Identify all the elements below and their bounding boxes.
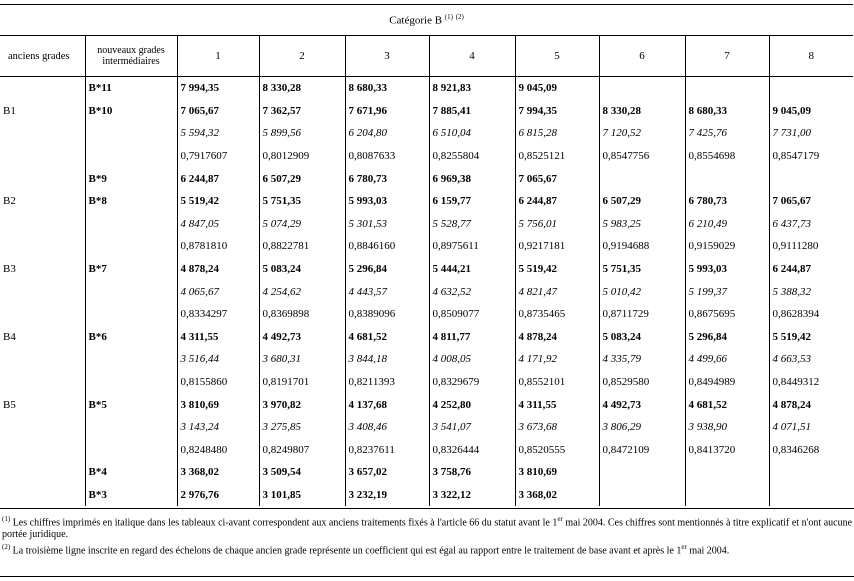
- old-grade-cell: [0, 484, 85, 507]
- step-4-value: 4 632,52: [429, 280, 515, 303]
- step-6-value: 4 492,73: [599, 393, 685, 416]
- step-7-value: 7 425,76: [685, 122, 769, 145]
- step-5-value: 4 311,55: [515, 393, 599, 416]
- step-7-value: 5 199,37: [685, 280, 769, 303]
- step-7-value: 6 780,73: [685, 190, 769, 213]
- step-6-value: 5 083,24: [599, 326, 685, 349]
- step-7-value: [685, 461, 769, 484]
- step-5-value: 3 673,68: [515, 416, 599, 439]
- step-8-value: [769, 461, 853, 484]
- table-row: [0, 303, 853, 326]
- step-2-value: 0,8012909: [259, 145, 345, 168]
- step-6-value: 3 806,29: [599, 416, 685, 439]
- new-grade-cell: [85, 416, 177, 439]
- table-row: [0, 326, 853, 349]
- new-grade-cell: [85, 439, 177, 462]
- step-1-value: 3 810,69: [177, 393, 259, 416]
- header-new-grades-line1: nouveaux grades: [97, 45, 165, 56]
- step-8-value: 7 731,00: [769, 122, 853, 145]
- old-grade-cell: [0, 235, 85, 258]
- footnote-2-text: La troisième ligne inscrite en regard des échelons de chaque ancien grade représente un coefficient qui est égal au rapport entre le traitement de base avant et après le 1: [12, 545, 682, 557]
- old-grade-cell: [0, 303, 85, 326]
- step-2-value: 0,8369898: [259, 303, 345, 326]
- step-5-value: 3 368,02: [515, 484, 599, 507]
- footnote-1-text-end: mai 2004. Ces chiffres sont mentionnés à titre explicatif et n'ont aucune portée juridique.: [2, 517, 853, 540]
- step-6-value: 5 751,35: [599, 258, 685, 281]
- step-8-value: 0,8346268: [769, 439, 853, 462]
- step-2-value: 3 509,54: [259, 461, 345, 484]
- table-row: [0, 235, 853, 258]
- table-row: [0, 145, 853, 168]
- step-6-value: 0,9194688: [599, 235, 685, 258]
- table-row: [0, 461, 853, 484]
- new-grade-cell: [85, 122, 177, 145]
- step-2-value: 3 275,85: [259, 416, 345, 439]
- step-1-value: 5 519,42: [177, 190, 259, 213]
- step-8-value: 6 437,73: [769, 213, 853, 236]
- step-8-value: 6 244,87: [769, 258, 853, 281]
- header-step-4: 4: [429, 36, 515, 77]
- step-3-value: 5 296,84: [345, 258, 429, 281]
- step-3-value: 6 204,80: [345, 122, 429, 145]
- step-2-value: 4 254,62: [259, 280, 345, 303]
- header-new-grades-line2: intermédiaires: [102, 56, 160, 67]
- old-grade-cell: [0, 371, 85, 394]
- table-row: [0, 393, 853, 416]
- step-6-value: [599, 77, 685, 100]
- old-grade-cell: [0, 167, 85, 190]
- table-row: [0, 484, 853, 507]
- old-grade-cell: B4: [3, 330, 16, 343]
- step-5-value: 4 878,24: [515, 326, 599, 349]
- step-4-value: 0,8329679: [429, 371, 515, 394]
- step-6-value: 5 010,42: [599, 280, 685, 303]
- step-7-value: 6 210,49: [685, 213, 769, 236]
- new-grade-cell: B*6: [85, 326, 177, 349]
- table-row: [0, 280, 853, 303]
- table-row: [0, 258, 853, 281]
- salary-table: [0, 4, 853, 506]
- step-4-value: 0,8326444: [429, 439, 515, 462]
- step-5-value: 0,8735465: [515, 303, 599, 326]
- new-grade-cell: B*11: [85, 77, 177, 100]
- step-2-value: 0,8191701: [259, 371, 345, 394]
- step-2-value: 5 074,29: [259, 213, 345, 236]
- step-7-value: [685, 77, 769, 100]
- step-4-value: 3 322,12: [429, 484, 515, 507]
- step-5-value: 0,8525121: [515, 145, 599, 168]
- table-row: [0, 348, 853, 371]
- step-3-value: 6 780,73: [345, 167, 429, 190]
- step-8-value: 4 878,24: [769, 393, 853, 416]
- step-8-value: 9 045,09: [769, 100, 853, 123]
- step-8-value: 4 663,53: [769, 348, 853, 371]
- step-3-value: 8 680,33: [345, 77, 429, 100]
- table-row: [0, 122, 853, 145]
- step-2-value: 5 899,56: [259, 122, 345, 145]
- old-grade-cell: [0, 122, 85, 145]
- step-4-value: 0,8975611: [429, 235, 515, 258]
- step-3-value: 0,8389096: [345, 303, 429, 326]
- step-1-value: 7 994,35: [177, 77, 259, 100]
- caption-note-2: (2): [455, 13, 464, 22]
- table-row: [0, 77, 853, 100]
- step-4-value: 6 159,77: [429, 190, 515, 213]
- step-7-value: [685, 167, 769, 190]
- step-1-value: 3 143,24: [177, 416, 259, 439]
- step-1-value: 4 847,05: [177, 213, 259, 236]
- step-6-value: [599, 461, 685, 484]
- step-5-value: 0,8520555: [515, 439, 599, 462]
- step-7-value: 0,8413720: [685, 439, 769, 462]
- footnote-2-mark: (2): [2, 543, 11, 552]
- step-2-value: 5 751,35: [259, 190, 345, 213]
- step-5-value: 0,9217181: [515, 235, 599, 258]
- header-step-5: 5: [515, 36, 599, 77]
- new-grade-cell: B*7: [85, 258, 177, 281]
- old-grade-cell: B1: [3, 104, 16, 117]
- new-grade-cell: B*8: [85, 190, 177, 213]
- step-4-value: 6 510,04: [429, 122, 515, 145]
- header-step-3: 3: [345, 36, 429, 77]
- step-5-value: 5 519,42: [515, 258, 599, 281]
- step-2-value: 0,8822781: [259, 235, 345, 258]
- page-bottom-rule: [0, 576, 854, 577]
- step-8-value: 0,9111280: [769, 235, 853, 258]
- step-4-value: 4 008,05: [429, 348, 515, 371]
- step-3-value: 4 137,68: [345, 393, 429, 416]
- new-grade-cell: [85, 213, 177, 236]
- step-8-value: 0,8449312: [769, 371, 853, 394]
- step-4-value: 6 969,38: [429, 167, 515, 190]
- step-3-value: 0,8846160: [345, 235, 429, 258]
- table-row: [0, 100, 853, 123]
- table-bottom-rule: [0, 508, 854, 509]
- header-step-8: 8: [769, 36, 853, 77]
- step-6-value: 4 335,79: [599, 348, 685, 371]
- step-3-value: 3 657,02: [345, 461, 429, 484]
- step-6-value: [599, 167, 685, 190]
- step-1-value: 0,7917607: [177, 145, 259, 168]
- step-3-value: 3 844,18: [345, 348, 429, 371]
- step-3-value: 0,8087633: [345, 145, 429, 168]
- step-4-value: 4 811,77: [429, 326, 515, 349]
- step-3-value: 3 232,19: [345, 484, 429, 507]
- new-grade-cell: B*4: [85, 461, 177, 484]
- new-grade-cell: [85, 145, 177, 168]
- step-2-value: 8 330,28: [259, 77, 345, 100]
- step-3-value: 7 671,96: [345, 100, 429, 123]
- header-old-grades: anciens grades: [0, 36, 85, 77]
- table-row: [0, 439, 853, 462]
- header-step-6: 6: [599, 36, 685, 77]
- step-4-value: 3 541,07: [429, 416, 515, 439]
- step-6-value: 6 507,29: [599, 190, 685, 213]
- step-5-value: 9 045,09: [515, 77, 599, 100]
- step-5-value: 4 821,47: [515, 280, 599, 303]
- old-grade-cell: B3: [3, 263, 16, 276]
- step-3-value: 0,8211393: [345, 371, 429, 394]
- step-4-value: 7 885,41: [429, 100, 515, 123]
- new-grade-cell: [85, 280, 177, 303]
- step-1-value: 0,8334297: [177, 303, 259, 326]
- step-5-value: 7 065,67: [515, 167, 599, 190]
- caption-title: Catégorie B: [389, 14, 443, 27]
- step-4-value: 3 758,76: [429, 461, 515, 484]
- header-step-2: 2: [259, 36, 345, 77]
- step-8-value: [769, 77, 853, 100]
- step-3-value: 0,8237611: [345, 439, 429, 462]
- new-grade-cell: B*5: [85, 393, 177, 416]
- step-4-value: 5 444,21: [429, 258, 515, 281]
- header-step-7: 7: [685, 36, 769, 77]
- step-7-value: [685, 484, 769, 507]
- old-grade-cell: B5: [3, 398, 16, 411]
- new-grade-cell: B*3: [85, 484, 177, 507]
- step-1-value: 3 516,44: [177, 348, 259, 371]
- step-3-value: 4 681,52: [345, 326, 429, 349]
- new-grade-cell: [85, 235, 177, 258]
- step-1-value: 7 065,67: [177, 100, 259, 123]
- old-grade-cell: [0, 348, 85, 371]
- step-1-value: 5 594,32: [177, 122, 259, 145]
- step-7-value: 0,8494989: [685, 371, 769, 394]
- step-5-value: 4 171,92: [515, 348, 599, 371]
- old-grade-cell: B2: [3, 195, 16, 208]
- step-4-value: 5 528,77: [429, 213, 515, 236]
- step-7-value: 5 296,84: [685, 326, 769, 349]
- step-3-value: 3 408,46: [345, 416, 429, 439]
- old-grade-cell: [0, 145, 85, 168]
- step-1-value: 0,8781810: [177, 235, 259, 258]
- step-2-value: 3 970,82: [259, 393, 345, 416]
- step-7-value: 0,9159029: [685, 235, 769, 258]
- old-grade-cell: [0, 77, 85, 100]
- new-grade-cell: [85, 348, 177, 371]
- footnotes: [2, 514, 852, 559]
- step-6-value: 8 330,28: [599, 100, 685, 123]
- step-2-value: 7 362,57: [259, 100, 345, 123]
- step-1-value: 4 311,55: [177, 326, 259, 349]
- step-8-value: 5 388,32: [769, 280, 853, 303]
- new-grade-cell: B*9: [85, 167, 177, 190]
- old-grade-cell: [0, 461, 85, 484]
- step-6-value: 0,8547756: [599, 145, 685, 168]
- footnote-1-text: Les chiffres imprimés en italique dans les tableaux ci-avant correspondent aux anciens traitements fixés à l'article 66 du statut avant le 1: [12, 517, 558, 529]
- step-2-value: 3 101,85: [259, 484, 345, 507]
- step-7-value: 4 681,52: [685, 393, 769, 416]
- step-2-value: 0,8249807: [259, 439, 345, 462]
- step-8-value: 0,8628394: [769, 303, 853, 326]
- step-6-value: 5 983,25: [599, 213, 685, 236]
- step-8-value: 5 519,42: [769, 326, 853, 349]
- step-5-value: 7 994,35: [515, 100, 599, 123]
- step-5-value: 3 810,69: [515, 461, 599, 484]
- step-6-value: 0,8529580: [599, 371, 685, 394]
- step-5-value: 6 815,28: [515, 122, 599, 145]
- step-2-value: 5 083,24: [259, 258, 345, 281]
- step-1-value: 4 065,67: [177, 280, 259, 303]
- table-row: [0, 416, 853, 439]
- step-2-value: 3 680,31: [259, 348, 345, 371]
- step-7-value: 8 680,33: [685, 100, 769, 123]
- step-4-value: 8 921,83: [429, 77, 515, 100]
- step-4-value: 0,8255804: [429, 145, 515, 168]
- step-7-value: 4 499,66: [685, 348, 769, 371]
- step-1-value: 3 368,02: [177, 461, 259, 484]
- old-grade-cell: [0, 439, 85, 462]
- step-6-value: 7 120,52: [599, 122, 685, 145]
- new-grade-cell: [85, 371, 177, 394]
- step-3-value: 4 443,57: [345, 280, 429, 303]
- table-row: [0, 190, 853, 213]
- step-7-value: 5 993,03: [685, 258, 769, 281]
- step-4-value: 4 252,80: [429, 393, 515, 416]
- caption-note-1: (1): [444, 13, 453, 22]
- step-8-value: [769, 167, 853, 190]
- step-7-value: 3 938,90: [685, 416, 769, 439]
- step-5-value: 5 756,01: [515, 213, 599, 236]
- table-caption: [0, 5, 853, 36]
- old-grade-cell: [0, 213, 85, 236]
- step-1-value: 4 878,24: [177, 258, 259, 281]
- step-6-value: 0,8472109: [599, 439, 685, 462]
- step-2-value: 4 492,73: [259, 326, 345, 349]
- step-2-value: 6 507,29: [259, 167, 345, 190]
- step-1-value: 0,8248480: [177, 439, 259, 462]
- new-grade-cell: B*10: [85, 100, 177, 123]
- step-8-value: 4 071,51: [769, 416, 853, 439]
- header-row: [0, 36, 853, 77]
- old-grade-cell: [0, 280, 85, 303]
- footnote-1-sup: er: [557, 515, 563, 523]
- table-row: [0, 371, 853, 394]
- step-1-value: 2 976,76: [177, 484, 259, 507]
- header-new-grades: [85, 36, 177, 77]
- step-5-value: 6 244,87: [515, 190, 599, 213]
- step-8-value: 7 065,67: [769, 190, 853, 213]
- step-6-value: 0,8711729: [599, 303, 685, 326]
- footnote-1-mark: (1): [2, 515, 11, 523]
- footnote-1: [2, 514, 852, 540]
- new-grade-cell: [85, 303, 177, 326]
- step-6-value: [599, 484, 685, 507]
- step-3-value: 5 301,53: [345, 213, 429, 236]
- step-5-value: 0,8552101: [515, 371, 599, 394]
- step-1-value: 6 244,87: [177, 167, 259, 190]
- table-row: [0, 167, 853, 190]
- step-4-value: 0,8509077: [429, 303, 515, 326]
- step-3-value: 5 993,03: [345, 190, 429, 213]
- footnote-2-sup: er: [681, 543, 687, 552]
- step-8-value: [769, 484, 853, 507]
- table-row: [0, 213, 853, 236]
- step-1-value: 0,8155860: [177, 371, 259, 394]
- old-grade-cell: [0, 416, 85, 439]
- footnote-2-text-end: mai 2004.: [686, 545, 730, 557]
- step-8-value: 0,8547179: [769, 145, 853, 168]
- footnote-2: [2, 542, 852, 557]
- step-7-value: 0,8675695: [685, 303, 769, 326]
- header-step-1: 1: [177, 36, 259, 77]
- step-7-value: 0,8554698: [685, 145, 769, 168]
